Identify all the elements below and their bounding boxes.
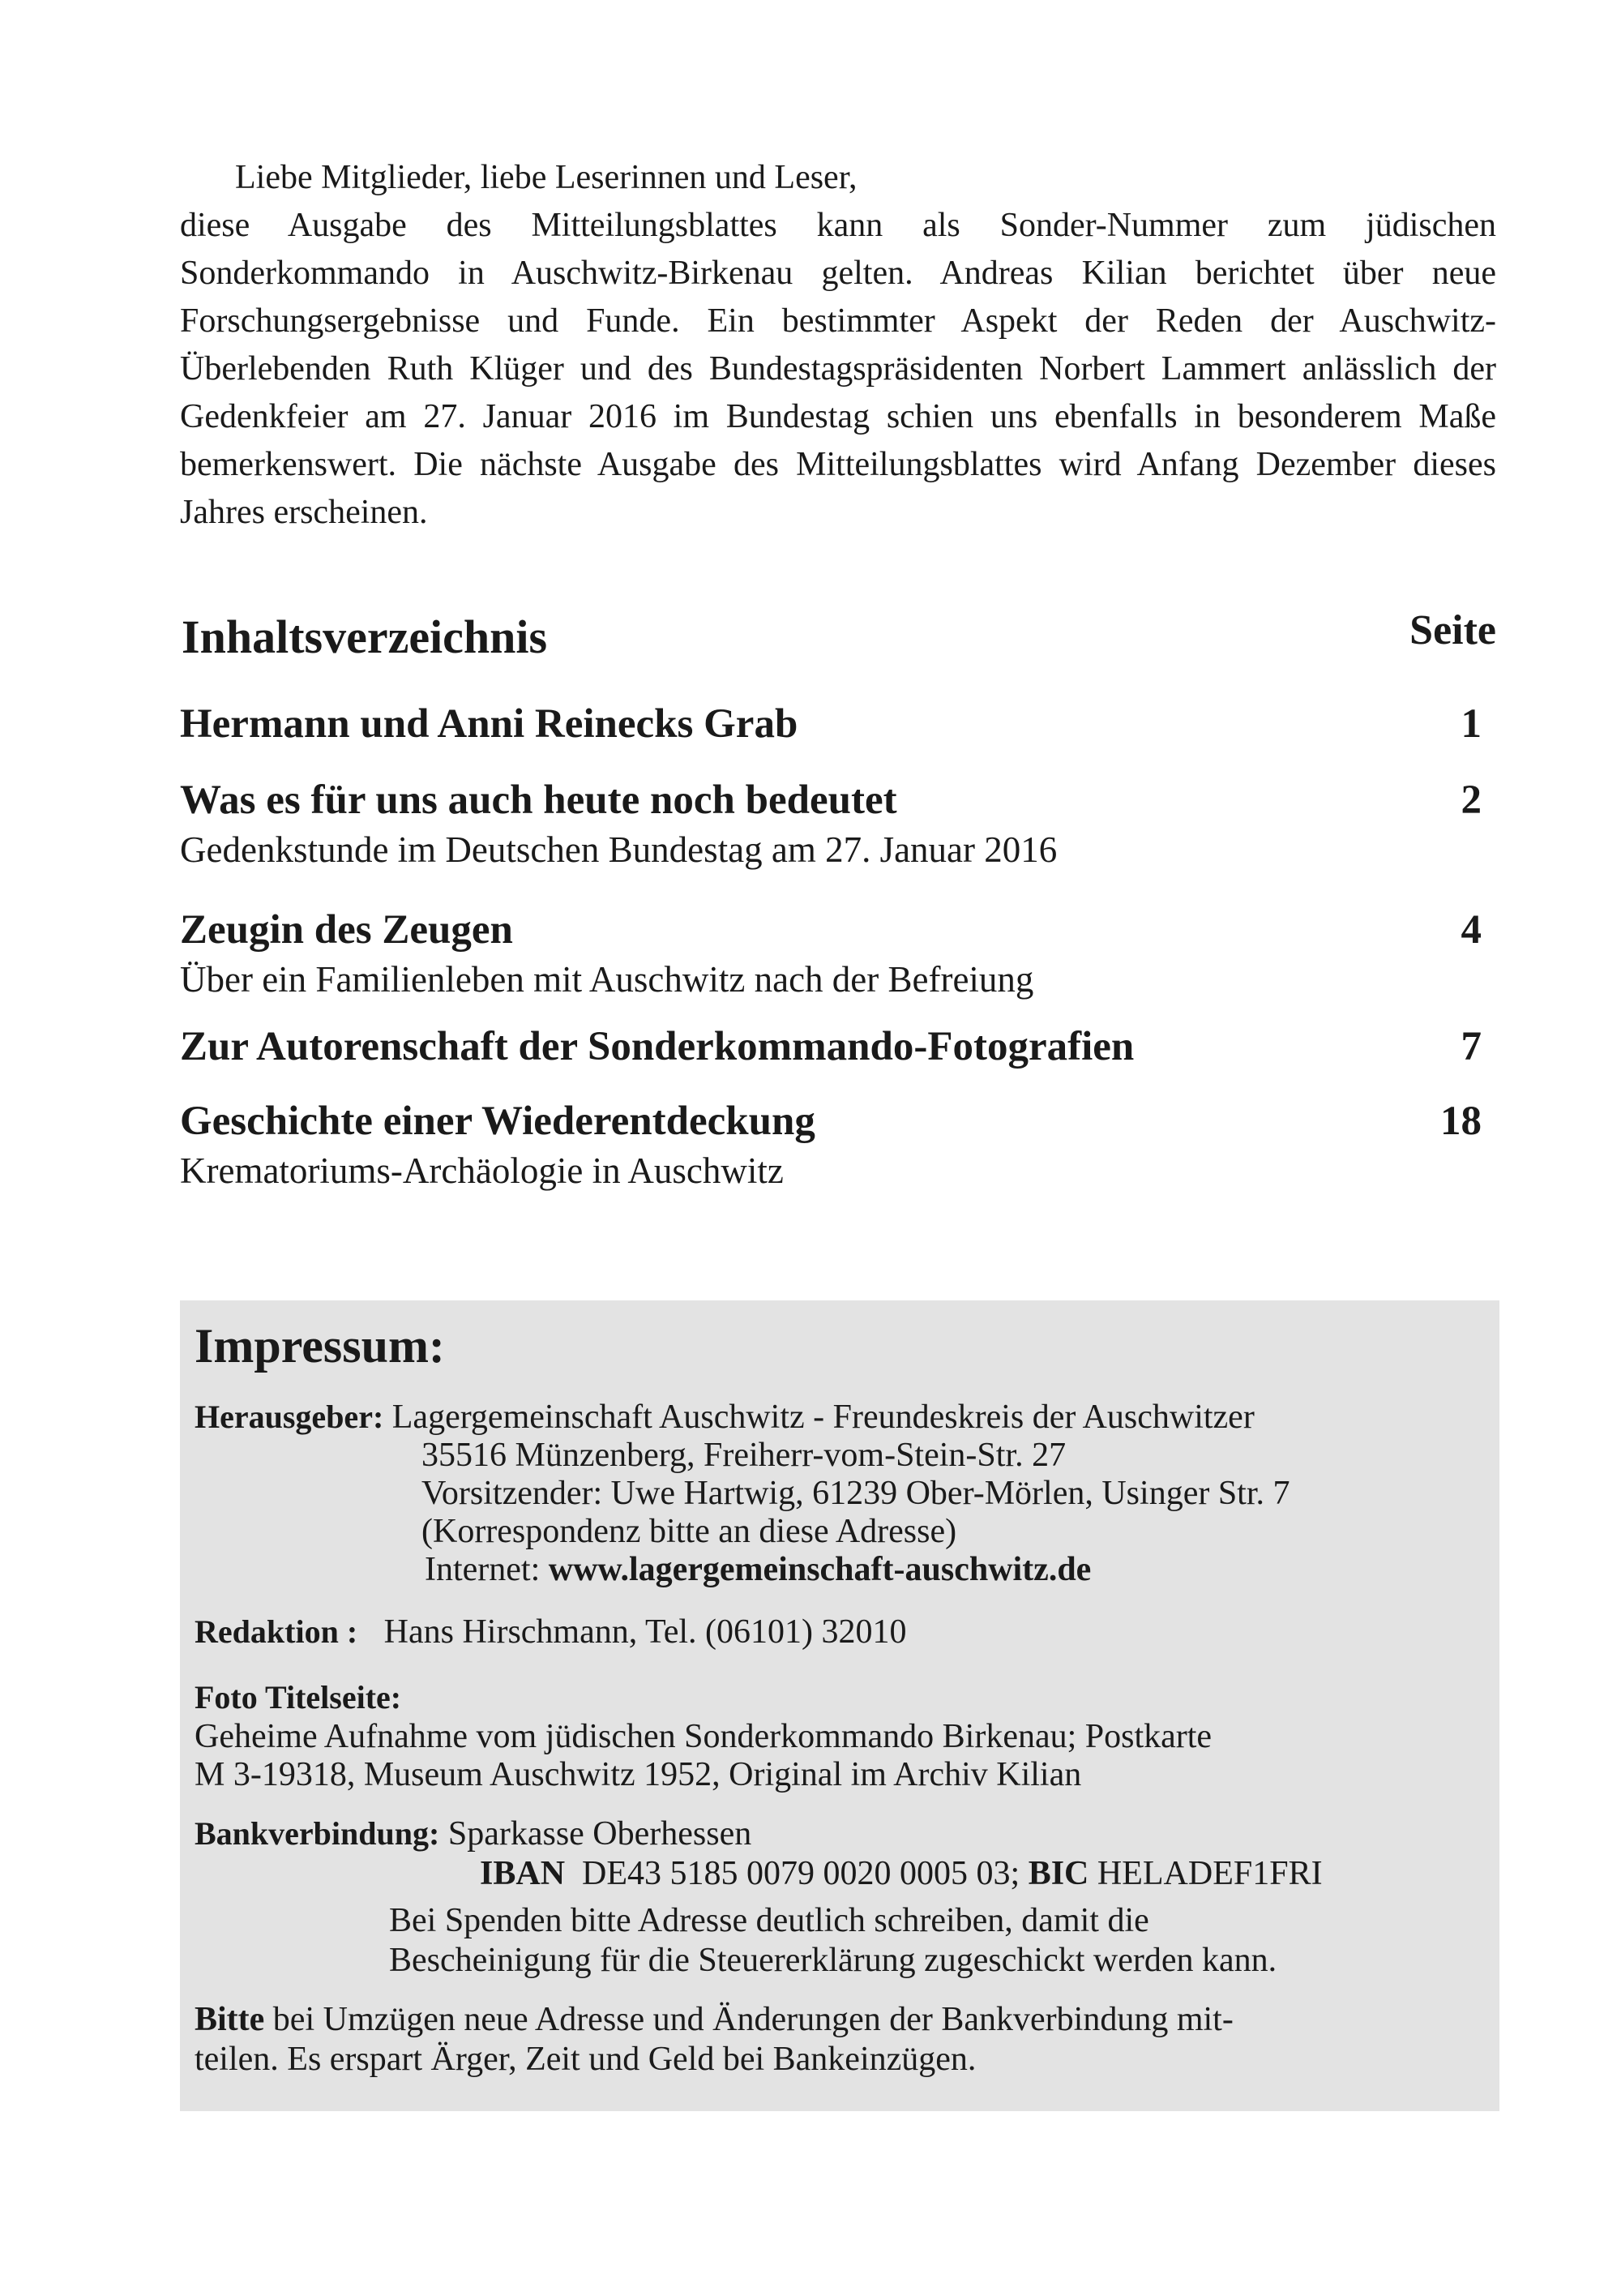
redaktion-row [195,1613,907,1651]
foto-label: Foto Titelseite: [195,1679,402,1716]
toc-header [180,607,1496,666]
internet-label: Internet: [425,1551,541,1588]
iban-value: DE43 5185 0079 0020 0005 03; [582,1855,1020,1892]
toc-entry-subtitle: Gedenkstunde im Deutschen Bundestag am 27. Januar 2016 [180,829,1058,870]
toc-entry-title: Was es für uns auch heute noch bedeutet [180,777,897,823]
foto-line: M 3-19318, Museum Auschwitz 1952, Original im Archiv Kilian [195,1756,1082,1793]
toc-entry-title: Zur Autorenschaft der Sonderkommando-Fotografien [180,1024,1135,1069]
intro-body: diese Ausgabe des Mitteilungsblattes kann als Sonder-Nummer zum jüdischen Sonderkommando in Auschwitz-Birkenau gelten. Andreas Kilian berichtet über neue Forschungsergebnisse und Funde. Ein bestimmter Aspekt der Reden der Auschwitz-Überlebenden Ruth Klüger und des Bundestagspräsidenten Norbert Lammert anlässlich der Gedenkfeier am 27. Januar 2016 im Bundestag schien uns ebenfalls in besonderem Maße bemerkenswert. Die nächste Ausgabe des Mitteilungsblattes wird Anfang Dezember dieses Jahres erscheinen. [180,207,1496,531]
toc-entry-page: 18 [1440,1099,1482,1144]
iban-label: IBAN [480,1855,566,1892]
toc-entry-title: Geschichte einer Wiederentdeckung [180,1099,815,1144]
herausgeber-line: Lagergemeinschaft Auschwitz - Freundeskreis der Auschwitzer [391,1399,1255,1436]
herausgeber-row [195,1398,1255,1437]
toc-entry [180,777,1496,871]
toc-entry-page: 2 [1461,777,1482,823]
toc-entry-title: Hermann und Anni Reinecks Grab [180,701,798,747]
toc-entry [180,1023,1496,1073]
toc-entry-subtitle: Über ein Familienleben mit Auschwitz nach der Befreiung [180,959,1034,1000]
toc-entry [180,700,1496,751]
impressum-title: Impressum: [195,1319,445,1373]
bank-value: Sparkasse Oberhessen [447,1815,752,1853]
bitte-line: bei Umzügen neue Adresse und Änderungen der Bankverbindung mit- [272,2001,1234,2038]
toc-title: Inhaltsverzeichnis [182,610,548,663]
toc-entry-page: 1 [1461,701,1482,747]
spenden-line: Bescheinigung für die Steuererklärung zugeschickt werden kann. [389,1942,1277,1979]
redaktion-label: Redaktion : [195,1613,358,1650]
bitte-label: Bitte [195,2001,265,2038]
intro-section [180,154,1496,537]
bitte-row [195,2000,1234,2039]
spenden-line: Bei Spenden bitte Adresse deutlich schreiben, damit die [389,1902,1149,1939]
toc-entry [180,906,1496,1000]
impressum-box [180,1300,1499,2111]
iban-row [480,1854,1323,1893]
redaktion-value: Hans Hirschmann, Tel. (06101) 32010 [383,1613,907,1651]
internet-row [425,1550,1091,1589]
herausgeber-label: Herausgeber: [195,1399,384,1435]
bitte-line: teilen. Es erspart Ärger, Zeit und Geld bei Bankeinzügen. [195,2041,977,2078]
bic-label: BIC [1028,1855,1089,1892]
toc-entry-subtitle: Krematoriums-Archäologie in Auschwitz [180,1150,784,1191]
toc-entry-title: Zeugin des Zeugen [180,907,513,953]
herausgeber-line: Vorsitzender: Uwe Hartwig, 61239 Ober-Mörlen, Usinger Str. 7 [421,1475,1290,1512]
herausgeber-line: (Korrespondenz bitte an diese Adresse) [421,1513,957,1550]
internet-link[interactable]: www.lagergemeinschaft-auschwitz.de [548,1551,1092,1588]
foto-line: Geheime Aufnahme vom jüdischen Sonderkommando Birkenau; Postkarte [195,1718,1213,1755]
toc-entry [180,1098,1496,1192]
toc-page-header: Seite [1409,607,1496,653]
bank-label: Bankverbindung: [195,1815,440,1852]
intro-greeting: Liebe Mitglieder, liebe Leserinnen und Leser, [235,159,858,196]
herausgeber-line: 35516 Münzenberg, Freiherr-vom-Stein-Str. 27 [421,1437,1067,1474]
toc-entry-page: 4 [1461,907,1482,953]
bank-row [195,1814,751,1853]
bic-value: HELADEF1FRI [1097,1855,1323,1892]
toc-entry-page: 7 [1461,1024,1482,1069]
